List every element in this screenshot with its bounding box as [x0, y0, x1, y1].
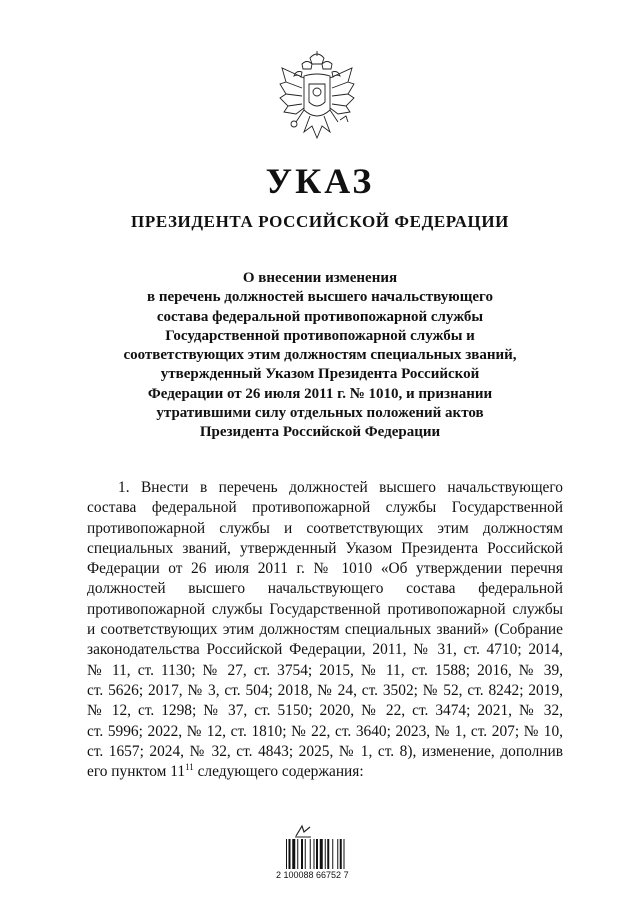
heading-line: О внесении изменения — [242, 270, 398, 286]
body-line: специальных званий, утвержденный Указом Президента Российской — [87, 539, 563, 557]
body-line: ст. 1657; 2024, № 32, ст. 4843; 2025, № 1, ст. 8), изменение, дополнив — [87, 742, 563, 760]
heading-line: Федерации от 26 июля 2011 г. № 1010, и признании — [147, 385, 493, 402]
body-line: № 12, ст. 1298; № 37, ст. 5150; 2020, № 22, ст. 3474; 2021, № 32, — [87, 702, 563, 720]
body-line: состава федеральной противопожарной службы Государственной — [87, 499, 563, 517]
heading-line: утвержденный Указом Президента Российской — [160, 366, 480, 383]
body-line: № 11, ст. 1130; № 27, ст. 3754; 2015, № 11, ст. 1588; 2016, № 39, — [87, 661, 563, 679]
heading-line: состава федеральной противопожарной службы — [156, 308, 484, 325]
heading-line: Государственной противопожарной службы и — [165, 327, 475, 344]
paragraph-superscript: 11 — [185, 762, 194, 773]
barcode-number: 2 100088 66752 7 — [276, 870, 349, 880]
decree-body — [87, 478, 563, 782]
decree-subtitle: ПРЕЗИДЕНТА РОССИЙСКОЙ ФЕДЕРАЦИИ — [131, 212, 509, 231]
heading-line: утратившими силу отдельных положений актов — [156, 405, 484, 422]
body-line: должностей высшего начальствующего состава федеральной — [87, 580, 563, 598]
document-mark-icon — [294, 824, 312, 838]
body-line: 1. Внести в перечень должностей высшего начальствующего — [118, 479, 563, 496]
body-line-text: его пунктом 11 — [87, 763, 186, 781]
heading-line: в перечень должностей высшего начальствующего — [147, 289, 493, 306]
body-line: Федерации от 26 июля 2011 г. № 1010 «Об утверждении перечня — [87, 560, 563, 578]
body-line: ст. 5626; 2017, № 3, ст. 504; 2018, № 24, ст. 3502; № 52, ст. 8242; 2019, — [87, 681, 563, 699]
decree-title: УКАЗ — [265, 161, 375, 201]
body-line: и соответствующих этим должностям специальных званий» (Собрание — [87, 621, 563, 639]
coat-of-arms-icon — [274, 50, 360, 148]
body-line: законодательства Российской Федерации, 2011, № 31, ст. 4710; 2014, — [87, 641, 563, 659]
body-line-text: следующего содержания: — [193, 763, 364, 781]
body-line: противопожарной службы Государственной противопожарной службы — [87, 600, 563, 618]
barcode-icon — [286, 839, 366, 869]
decree-heading — [80, 269, 560, 443]
heading-line: соответствующих этим должностям специальных званий, — [123, 347, 517, 364]
body-line: ст. 5996; 2022, № 12, ст. 1810; № 22, ст. 3640; 2023, № 1, ст. 207; № 10, — [87, 722, 563, 740]
body-line: противопожарной службы и соответствующих этим должностям — [87, 519, 563, 537]
heading-line: Президента Российской Федерации — [199, 424, 441, 441]
body-line-last — [87, 762, 563, 782]
